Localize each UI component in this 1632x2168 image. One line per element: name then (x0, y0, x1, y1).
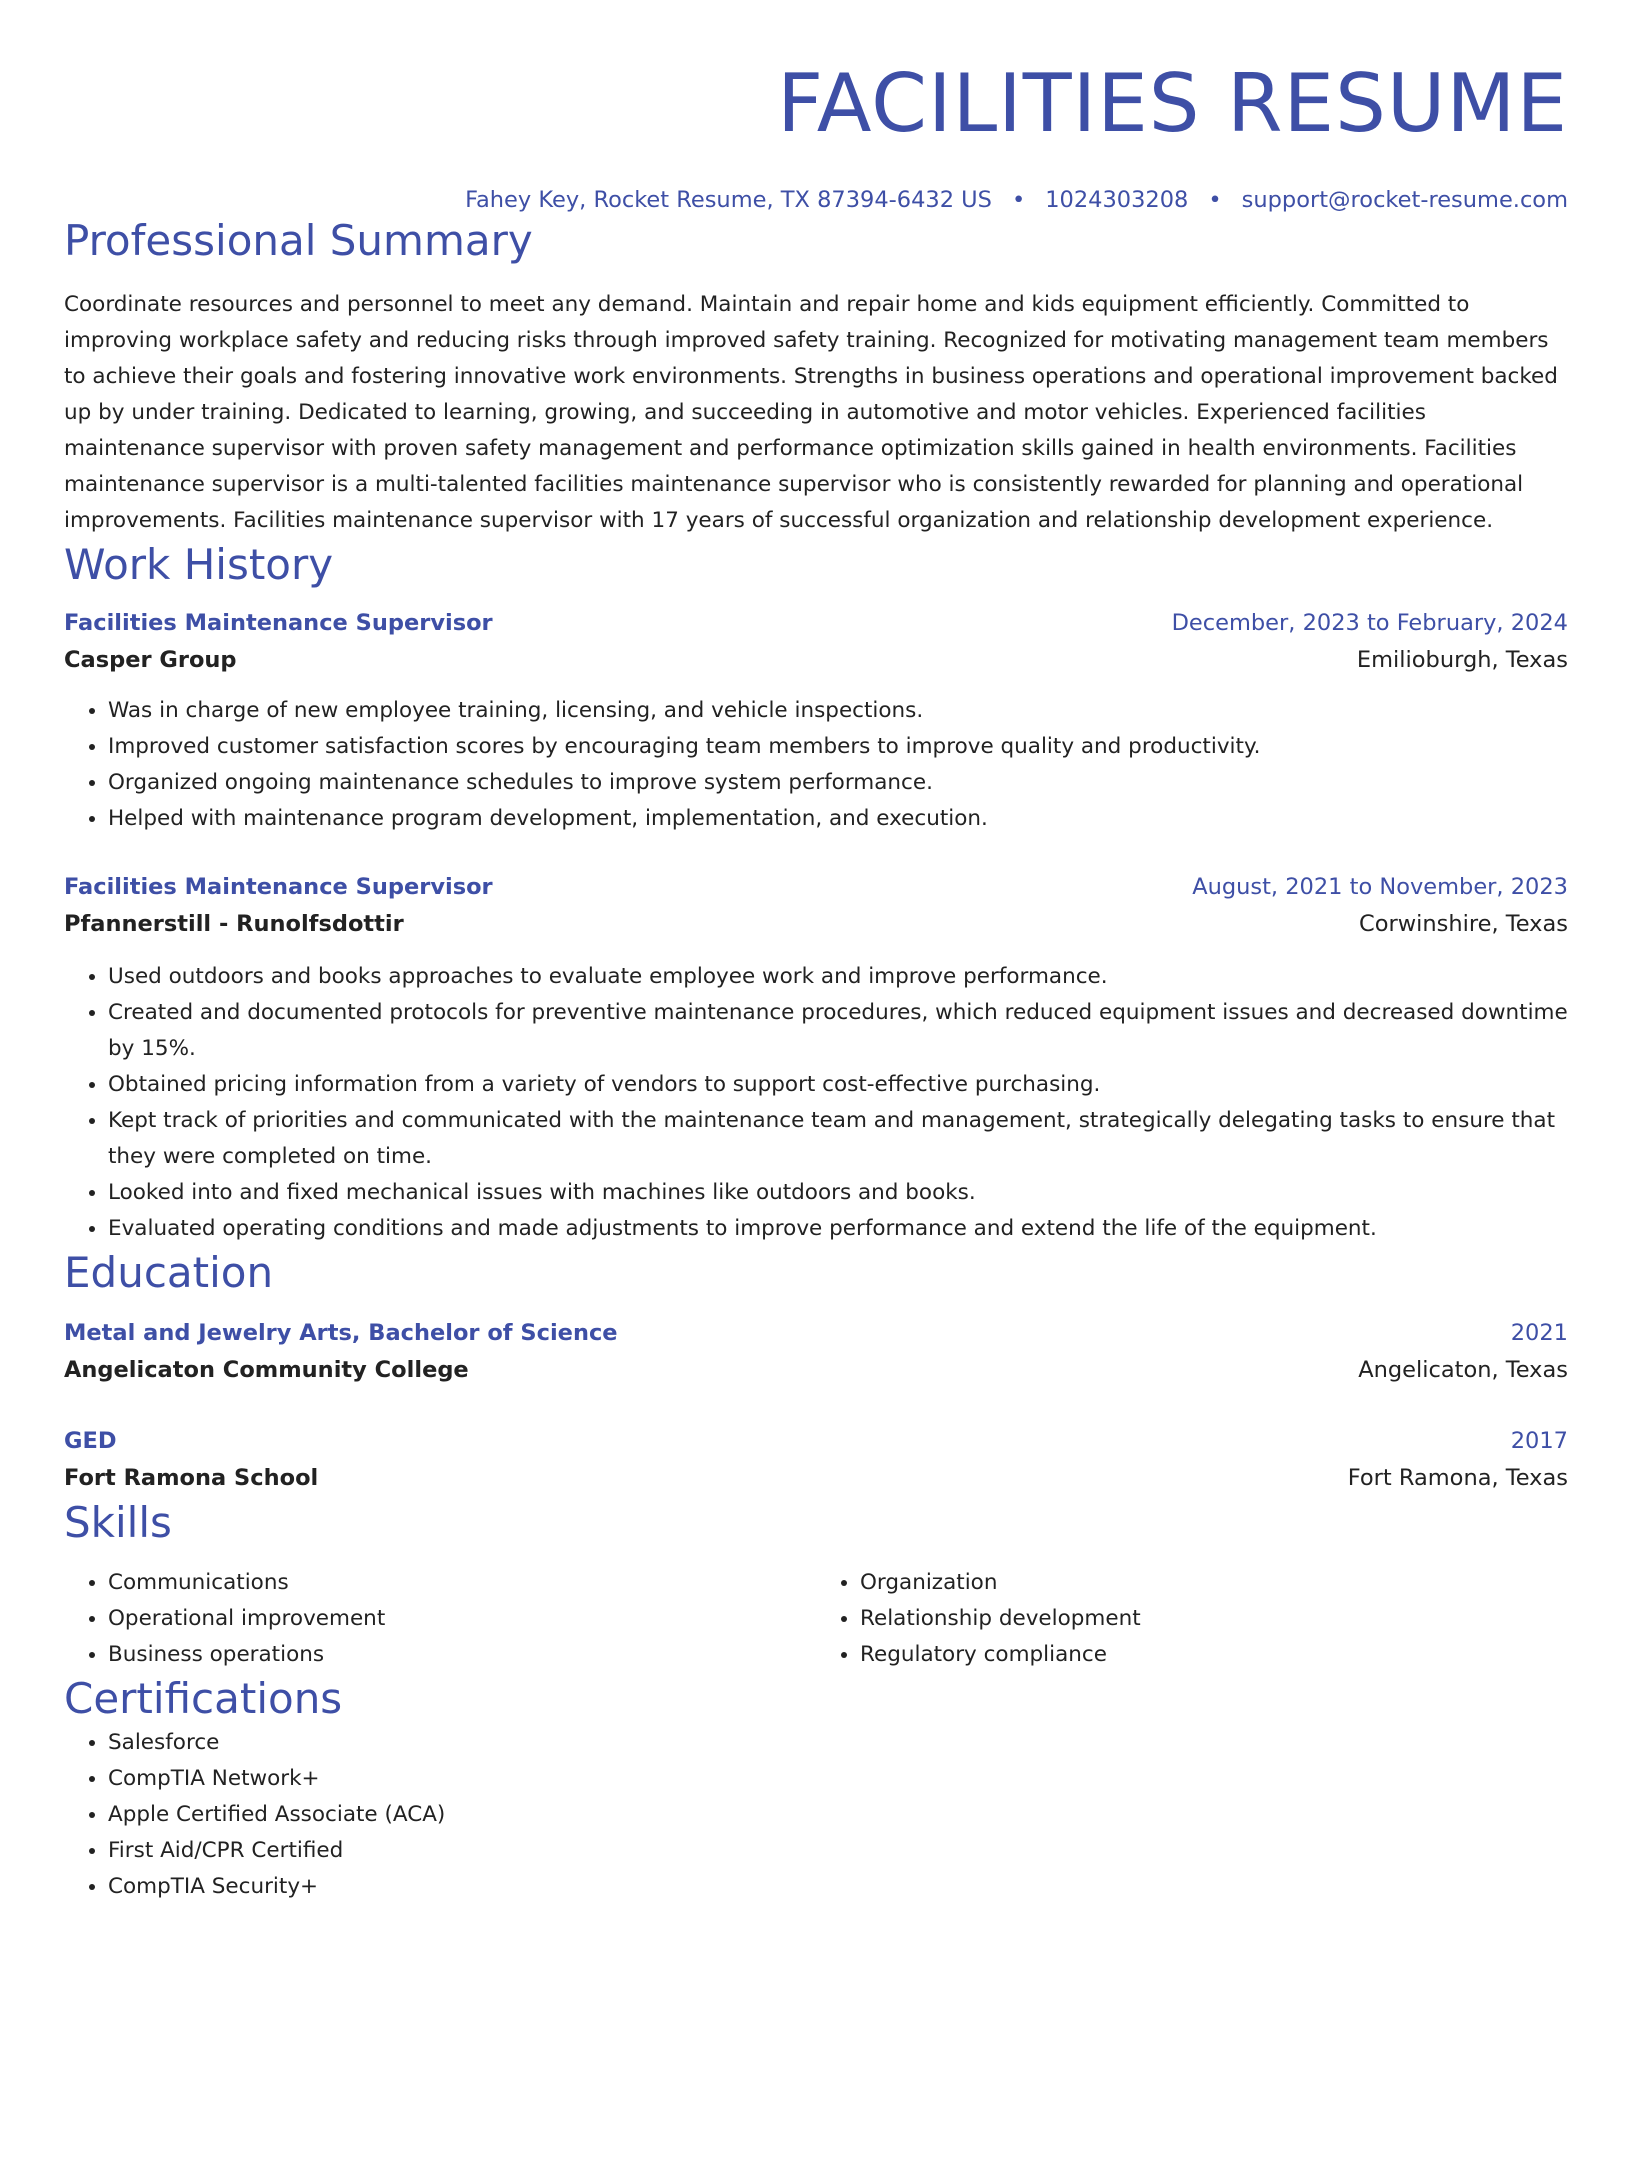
education-year: 2017 (1510, 1428, 1568, 1454)
skills-list-right (816, 1565, 1568, 1673)
skills-columns (64, 1565, 1568, 1673)
job-entry (64, 605, 1568, 837)
skill-item: • Communications (108, 1565, 816, 1601)
job-location: Corwinshire, Texas (1359, 911, 1568, 937)
job-bullets (64, 959, 1568, 1247)
education-school: Fort Ramona School (64, 1465, 319, 1491)
education-year: 2021 (1510, 1320, 1568, 1346)
resume-page (0, 56, 1632, 2168)
education-heading: Education (64, 1248, 274, 1297)
skill-item: • Relationship development (860, 1601, 1568, 1637)
education-school-row (64, 1351, 1568, 1389)
certification-item: • CompTIA Security+ (108, 1869, 1568, 1905)
job-dates: December, 2023 to February, 2024 (1171, 610, 1568, 636)
skill-item: • Organization (860, 1565, 1568, 1601)
education-entry (64, 1423, 1568, 1497)
job-bullet: • Was in charge of new employee training, licensing, and vehicle inspections. (108, 693, 1568, 729)
job-entry (64, 869, 1568, 1247)
certification-item: • Apple Certified Associate (ACA) (108, 1797, 1568, 1833)
certifications-heading: Certifications (64, 1674, 343, 1723)
certification-item: • First Aid/CPR Certified (108, 1833, 1568, 1869)
certifications-list (64, 1725, 1568, 1905)
summary-text: Coordinate resources and personnel to meet any demand. Maintain and repair home and kids equipment efficiently. Committed to improving workplace safety and reducing risks through improved safety training. Recognized for motivating management team members to achieve their goals and fostering innovative work environments. Strengths in business operations and operational improvement backed up by under training. Dedicated to learning, growing, and succeeding in automotive and motor vehicles. Experienced facilities maintenance supervisor with proven safety management and performance optimization skills gained in health environments. Facilities maintenance supervisor is a multi-talented facilities maintenance supervisor who is consistently rewarded for planning and operational improvements. Facilities maintenance supervisor with 17 years of successful organization and relationship development experience. (64, 292, 1558, 533)
education-degree: GED (64, 1428, 117, 1454)
job-location: Emilioburgh, Texas (1356, 647, 1568, 673)
job-dates: August, 2021 to November, 2023 (1192, 874, 1568, 900)
job-bullet: • Evaluated operating conditions and made adjustments to improve performance and extend the life of the equipment. (108, 1211, 1568, 1247)
job-company-row (64, 905, 1568, 943)
skills-heading: Skills (64, 1498, 172, 1547)
job-bullet: • Created and documented protocols for preventive maintenance procedures, which reduced equipment issues and decreased downtime by 15%. (108, 995, 1568, 1067)
education-header-row (64, 1423, 1568, 1459)
summary-heading: Professional Summary (64, 216, 533, 265)
job-company-row (64, 641, 1568, 679)
skills-list-left (64, 1565, 816, 1673)
contact-email[interactable]: support@rocket-resume.com (1241, 187, 1568, 213)
certification-item: • Salesforce (108, 1725, 1568, 1761)
job-bullet: • Improved customer satisfaction scores by encouraging team members to improve quality and productivity. (108, 729, 1568, 765)
job-bullet: • Organized ongoing maintenance schedules to improve system performance. (108, 765, 1568, 801)
skill-item: • Regulatory compliance (860, 1637, 1568, 1673)
contact-line (64, 185, 1568, 215)
resume-title: FACILITIES RESUME (777, 57, 1568, 150)
job-title: Facilities Maintenance Supervisor (64, 610, 493, 636)
skill-item: • Operational improvement (108, 1601, 816, 1637)
job-bullet: • Looked into and fixed mechanical issues with machines like outdoors and books. (108, 1175, 1568, 1211)
job-bullet: • Obtained pricing information from a variety of vendors to support cost-effective purchasing. (108, 1067, 1568, 1103)
contact-phone: 1024303208 (1045, 187, 1189, 213)
job-company: Pfannerstill - Runolfsdottir (64, 911, 404, 937)
education-school: Angelicaton Community College (64, 1357, 469, 1383)
work-history-heading: Work History (64, 540, 334, 589)
education-entry (64, 1315, 1568, 1389)
job-header-row (64, 605, 1568, 641)
certification-item: • CompTIA Network+ (108, 1761, 1568, 1797)
education-school-row (64, 1459, 1568, 1497)
job-bullet: • Used outdoors and books approaches to evaluate employee work and improve performance. (108, 959, 1568, 995)
job-header-row (64, 869, 1568, 905)
education-header-row (64, 1315, 1568, 1351)
contact-separator: • (1011, 187, 1026, 213)
contact-address: Fahey Key, Rocket Resume, TX 87394-6432 US (465, 187, 992, 213)
education-location: Angelicaton, Texas (1358, 1357, 1568, 1383)
education-location: Fort Ramona, Texas (1347, 1465, 1568, 1491)
job-bullet: • Kept track of priorities and communicated with the maintenance team and management, strategically delegating tasks to ensure that they were completed on time. (108, 1103, 1568, 1175)
job-company: Casper Group (64, 647, 237, 673)
skill-item: • Business operations (108, 1637, 816, 1673)
job-title: Facilities Maintenance Supervisor (64, 874, 493, 900)
job-bullets (64, 693, 1568, 837)
contact-separator: • (1208, 187, 1222, 213)
education-degree: Metal and Jewelry Arts, Bachelor of Science (64, 1320, 618, 1346)
job-bullet: • Helped with maintenance program development, implementation, and execution. (108, 801, 1568, 837)
